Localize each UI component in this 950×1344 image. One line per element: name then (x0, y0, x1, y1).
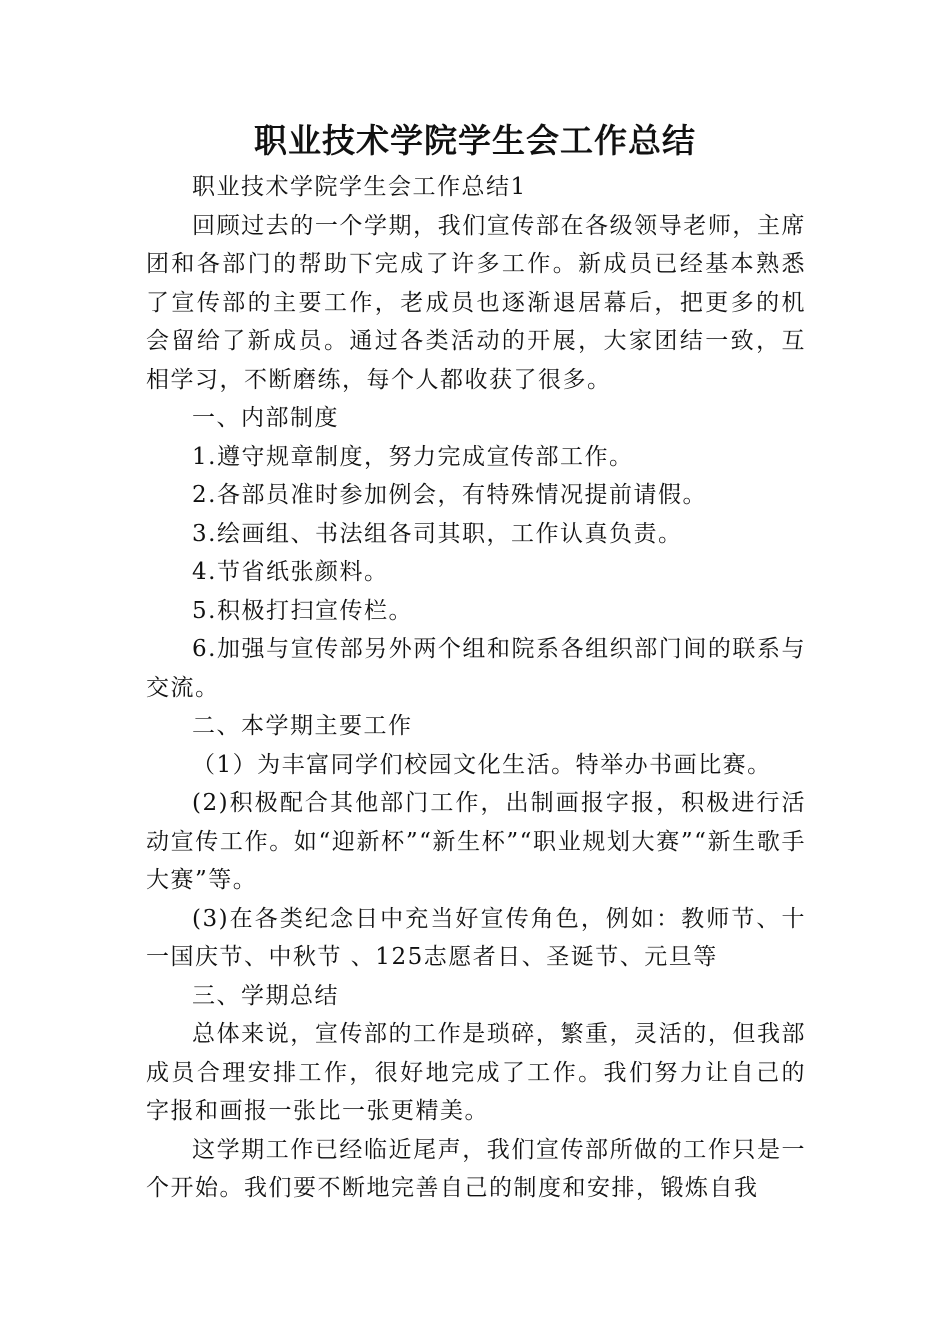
work-item-3: (3)在各类纪念日中充当好宣传角色，例如：教师节、十一国庆节、中秋节 、125志愿者日、圣诞节、元旦等 (146, 905, 806, 970)
section-heading-summary: 三、学期总结 (192, 982, 339, 1009)
closing-paragraph: 这学期工作已经临近尾声，我们宣传部所做的工作只是一个开始。我们要不断地完善自己的制度和安排，锻炼自我 (146, 1136, 806, 1201)
summary-paragraph: 总体来说，宣传部的工作是琐碎，繁重，灵活的，但我部成员合理安排工作，很好地完成了工作。我们努力让自己的字报和画报一张比一张更精美。 (146, 1021, 806, 1124)
rule-item-2: 2.各部员准时参加例会，有特殊情况提前请假。 (192, 482, 707, 508)
rule-item-5: 5.积极打扫宣传栏。 (192, 597, 413, 624)
subtitle-paragraph: 职业技术学院学生会工作总结1 (192, 174, 527, 200)
section-heading-internal-rules: 一、内部制度 (192, 405, 339, 431)
rule-item-3: 3.绘画组、书法组各司其职，工作认真负责。 (192, 520, 683, 547)
rule-item-6: 6.加强与宣传部另外两个组和院系各组织部门间的联系与交流。 (146, 636, 806, 701)
work-item-2: (2)积极配合其他部门工作，出制画报字报，积极进行活动宣传工作。如“迎新杯”“新生杯”“职业规划大赛”“新生歌手大赛”等。 (146, 790, 806, 893)
rule-item-4: 4.节省纸张颜料。 (192, 559, 389, 585)
work-item-1: （1）为丰富同学们校园文化生活。特举办书画比赛。 (192, 751, 772, 778)
intro-paragraph: 回顾过去的一个学期，我们宣传部在各级领导老师，主席团和各部门的帮助下完成了许多工作。新成员已经基本熟悉了宣传部的主要工作，老成员也逐渐退居幕后，把更多的机会留给了新成员。通过各类活动的开展，大家团结一致，互相学习，不断磨练，每个人都收获了很多。 (146, 212, 806, 393)
document-title: 职业技术学院学生会工作总结 (254, 121, 696, 160)
rule-item-1: 1.遵守规章制度，努力完成宣传部工作。 (192, 443, 634, 470)
document-body (146, 168, 806, 1208)
section-heading-main-work: 二、本学期主要工作 (192, 713, 413, 739)
